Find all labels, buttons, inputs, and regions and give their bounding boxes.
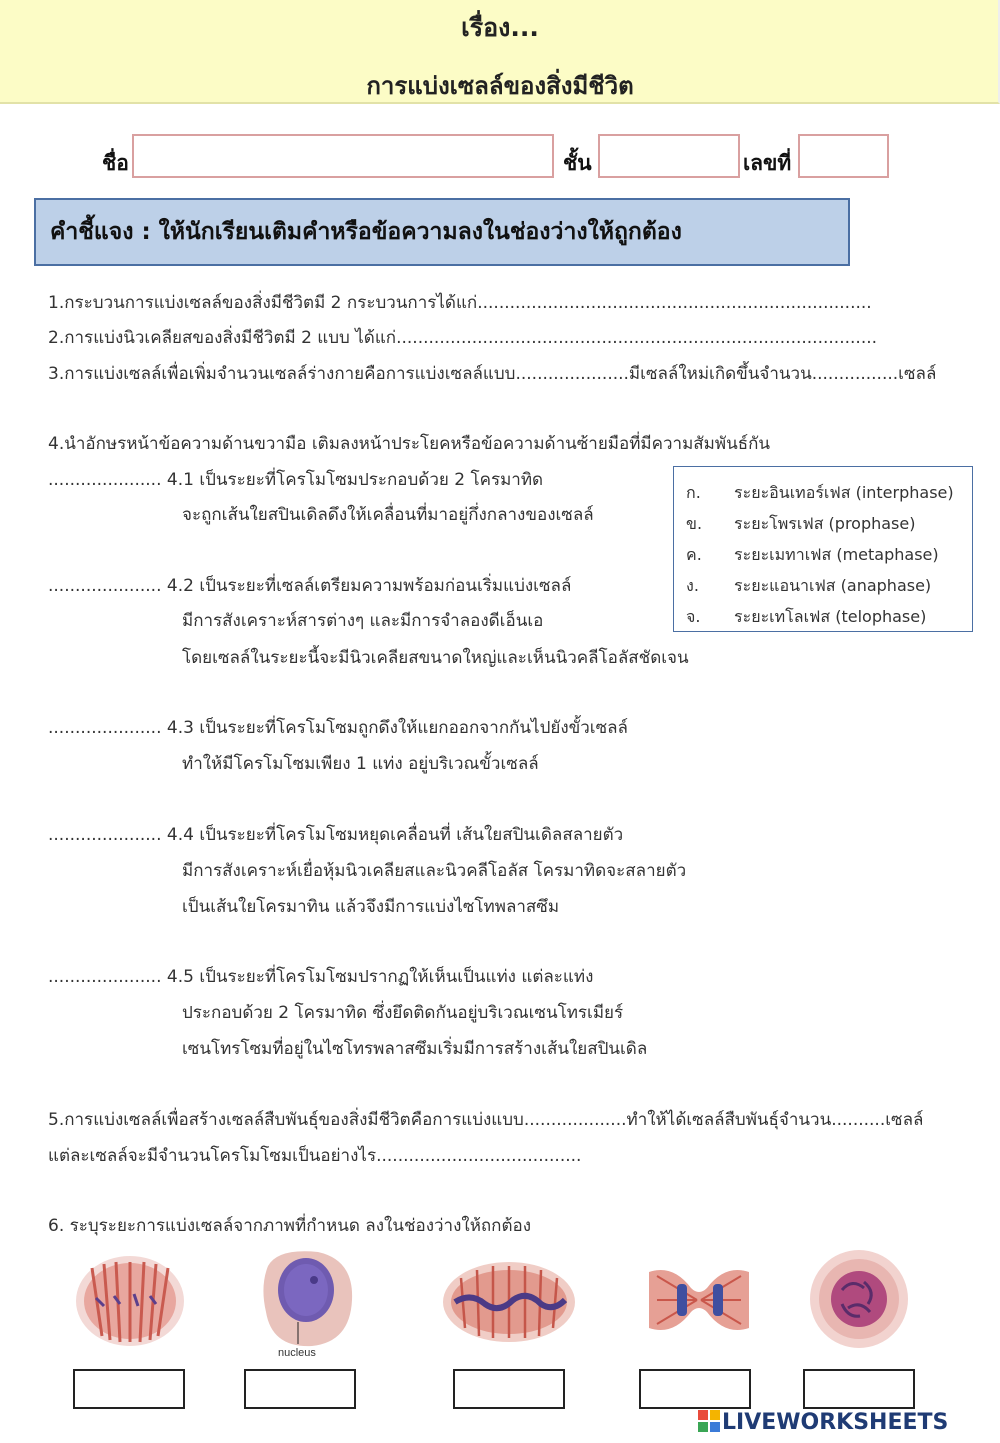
choice-b xyxy=(686,512,915,537)
liveworksheets-logo-icon xyxy=(698,1410,720,1432)
choices-box xyxy=(673,466,973,632)
nucleus-label: nucleus xyxy=(278,1347,316,1358)
liveworksheets-logo-text: LIVEWORKSHEETS xyxy=(722,1410,949,1435)
class-label: ชั้น xyxy=(563,151,592,175)
title-banner xyxy=(0,0,1000,104)
question-4-4-line-3: เป็นเส้นใยโครมาทิน แล้วจึงมีการแบ่งไซโทพลาสซึม xyxy=(182,897,560,917)
answer-box-4[interactable] xyxy=(639,1369,751,1409)
choice-text: ระยะเมทาเฟส (metaphase) xyxy=(734,545,939,564)
liveworksheets-logo xyxy=(698,1410,948,1436)
choice-e xyxy=(686,605,926,630)
choice-text: ระยะอินเทอร์เฟส (interphase) xyxy=(734,483,954,502)
choice-text: ระยะแอนาเฟส (anaphase) xyxy=(734,576,932,595)
name-label: ชื่อ xyxy=(102,151,129,175)
instruction-box: คำชี้แจง : ให้นักเรียนเติมคำหรือข้อความลงในช่องว่างให้ถูกต้อง xyxy=(34,198,850,266)
question-4-intro: 4.นำอักษรหน้าข้อความด้านขวามือ เติมลงหน้าประโยคหรือข้อความด้านซ้ายมือที่มีความสัมพันธ์กัน xyxy=(48,434,771,454)
cell-image-anaphase xyxy=(647,1262,751,1338)
question-2: 2.การแบ่งนิวเคลียสของสิ่งมีชีวิตมี 2 แบบ ได้แก่......................................................................................... xyxy=(48,328,878,348)
title-line-1: เรื่อง... xyxy=(461,13,539,42)
cell-image-telophase xyxy=(808,1248,910,1350)
title-line-2: การแบ่งเซลล์ของสิ่งมีชีวิต xyxy=(366,72,634,100)
cell-image-interphase xyxy=(258,1246,358,1358)
question-4-1-line-1: ..................... 4.1 เป็นระยะที่โครโมโซมประกอบด้วย 2 โครมาทิด xyxy=(48,470,544,490)
cell-image-prophase xyxy=(441,1256,577,1344)
choice-d xyxy=(686,574,931,599)
question-4-2-line-2: มีการสังเคราะห์สารต่างๆ และมีการจำลองดีเอ็นเอ xyxy=(182,611,544,631)
choice-letter: ง. xyxy=(686,576,699,595)
class-field[interactable] xyxy=(598,134,740,178)
question-4-5-line-2: ประกอบด้วย 2 โครมาทิด ซึ่งยึดติดกันอยู่บริเวณเซนโทรเมียร์ xyxy=(182,1003,624,1023)
question-5-line-1: 5.การแบ่งเซลล์เพื่อสร้างเซลล์สืบพันธุ์ของสิ่งมีชีวิตคือการแบ่งแบบ...................ทำให้ได้เซลล์สืบพันธุ์จำนวน..........เซลล์ xyxy=(48,1110,924,1130)
question-4-4-line-1: ..................... 4.4 เป็นระยะที่โครโมโซมหยุดเคลื่อนที่ เส้นใยสปินเดิลสลายตัว xyxy=(48,825,624,845)
choice-letter: ก. xyxy=(686,483,701,502)
choice-text: ระยะเทโลเฟส (telophase) xyxy=(734,607,927,626)
choice-text: ระยะโพรเฟส (prophase) xyxy=(734,514,916,533)
question-4-5-line-1: ..................... 4.5 เป็นระยะที่โครโมโซมปรากฏให้เห็นเป็นแท่ง แต่ละแท่ง xyxy=(48,967,594,987)
question-3: 3.การแบ่งเซลล์เพื่อเพิ่มจำนวนเซลล์ร่างกายคือการแบ่งเซลล์แบบ.....................มีเซลล์ใหม่เกิดขึ้นจำนวน................เซลล์ xyxy=(48,364,937,384)
choice-letter: จ. xyxy=(686,607,701,626)
number-field[interactable] xyxy=(798,134,889,178)
question-4-3-line-1: ..................... 4.3 เป็นระยะที่โครโมโซมถูกดึงให้แยกออกจากกันไปยังขั้วเซลล์ xyxy=(48,718,628,738)
question-4-2-line-3: โดยเซลล์ในระยะนี้จะมีนิวเคลียสขนาดใหญ่และเห็นนิวคลีโอลัสชัดเจน xyxy=(182,648,689,668)
choice-letter: ข. xyxy=(686,514,703,533)
question-4-1-line-2: จะถูกเส้นใยสปินเดิลดึงให้เคลื่อนที่มาอยู่กึ่งกลางของเซลล์ xyxy=(182,505,594,525)
choice-a xyxy=(686,481,954,506)
answer-box-1[interactable] xyxy=(73,1369,185,1409)
question-1: 1.กระบวนการแบ่งเซลล์ของสิ่งมีชีวิตมี 2 กระบวนการได้แก่......................................................................... xyxy=(48,293,872,313)
answer-box-3[interactable] xyxy=(453,1369,565,1409)
question-4-2-line-1: ..................... 4.2 เป็นระยะที่เซลล์เตรียมความพร้อมก่อนเริ่มแบ่งเซลล์ xyxy=(48,576,572,596)
question-4-3-line-2: ทำให้มีโครโมโซมเพียง 1 แท่ง อยู่บริเวณขั้วเซลล์ xyxy=(182,754,539,774)
choice-c xyxy=(686,543,939,568)
answer-box-5[interactable] xyxy=(803,1369,915,1409)
number-label: เลขที่ xyxy=(743,151,792,175)
question-4-5-line-3: เซนโทรโซมที่อยู่ในไซโทรพลาสซึมเริ่มมีการสร้างเส้นใยสปินเดิล xyxy=(182,1039,648,1059)
question-4-4-line-2: มีการสังเคราะห์เยื่อหุ้มนิวเคลียสและนิวคลีโอลัส โครมาทิดจะสลายตัว xyxy=(182,861,687,881)
choice-letter: ค. xyxy=(686,545,702,564)
question-5-line-2: แต่ละเซลล์จะมีจำนวนโครโมโซมเป็นอย่างไร...................................... xyxy=(48,1146,582,1166)
question-6: 6. ระบุระยะการแบ่งเซลล์จากภาพที่กำหนด ลงในช่องว่างให้ถกต้อง xyxy=(48,1216,532,1236)
answer-box-2[interactable] xyxy=(244,1369,356,1409)
cell-image-metaphase xyxy=(74,1254,186,1348)
name-field[interactable] xyxy=(132,134,554,178)
